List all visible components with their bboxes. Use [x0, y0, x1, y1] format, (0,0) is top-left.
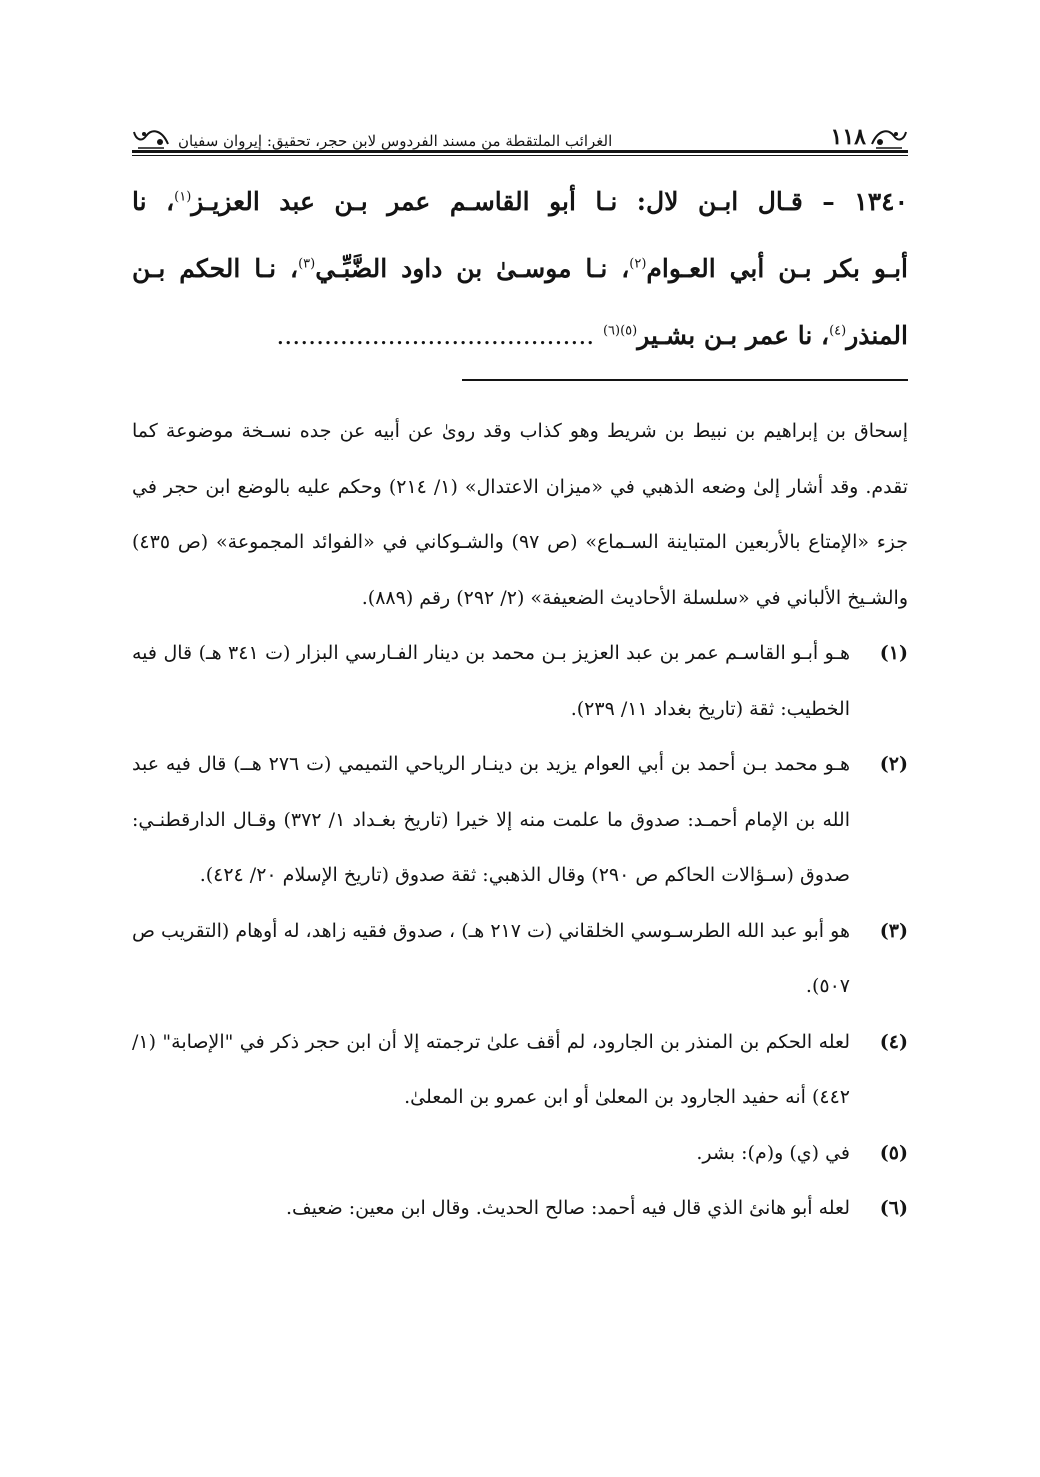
footnote-ref: (٣): [298, 256, 316, 272]
footnote-ref: (٤): [829, 323, 847, 339]
running-header: [132, 118, 908, 150]
footnote-text: هـو محمد بـن أحمد بن أبي العوام يزيد بن دينـار الرياحي التميمي (ت ٢٧٦ هــ) قال فيه عبد الله بن الإمام أحمـد: صدوق ما علمت منه إلا خيرا (تاريخ بغـداد ١/ ٣٧٢) وقـال الدارقطنـي: صدوق (سـؤالات الحاكم ص ٢٩٠) وقال الذهبي: ثقة صدوق (تاريخ الإسلام ٢٠/ ٤٢٤).: [132, 753, 850, 886]
footnote-number: (٤): [879, 1030, 908, 1053]
footnote-ref: (١): [174, 189, 192, 205]
footnote-item: [132, 626, 908, 737]
footnote-ref: (٥): [620, 323, 638, 339]
footnote-text: هـو أبـو القاسـم عمر بن عبد العزيز بـن محمد بن دينار الفـارسي البزار (ت ٣٤١ هـ) قال فيه الخطيب: ثقة (تاريخ بغداد ١١/ ٢٣٩).: [132, 642, 850, 720]
footnote-ref: (٦): [602, 323, 621, 339]
hadith-line-3: المنذر$^{(٤)}$، نا عمر بـن بشـير$^{(٥)(٦)}$ ........................................: [276, 321, 908, 350]
footnote-text: في (ي) و(م): بشر.: [696, 1141, 850, 1164]
footnote-item: [132, 1126, 908, 1182]
footnote-number: (٢): [879, 753, 908, 775]
footnotes: [132, 404, 908, 1237]
book-title: الغرائب الملتقطة من مسند الفردوس لابن حجر، تحقيق: إيروان سفيان: [178, 132, 613, 150]
footnote-number: (٦): [879, 1197, 908, 1219]
ellipsis-dots: ........................................: [276, 321, 595, 350]
header-divider: [132, 150, 908, 156]
footnote-divider: [462, 379, 908, 381]
footnote-number: (٣): [879, 919, 908, 942]
footnote-text: لعله الحكم بن المنذر بن الجارود، لم أقف علىٰ ترجمته إلا أن ابن حجر ذكر في "الإصابة" (١/ ٤٤٢) أنه حفيد الجارود بن المعلىٰ أو ابن عمرو بن المعلىٰ.: [132, 1030, 850, 1108]
footnote-item: [132, 1181, 908, 1237]
footnote-item: [132, 904, 908, 1015]
footnote-ref: (٢): [629, 256, 647, 272]
footnote-item: [132, 737, 908, 904]
hadith-line-2: أبـو بكر بـن أبي العـوام$^{(٢)}$، نـا موسـىٰ بن داود الضَّبِّـي$^{(٣)}$، نـا الحكم بـن: [132, 254, 909, 283]
footnote-text: هو أبو عبد الله الطرسـوسي الخلقاني (ت ٢١٧ هـ) ، صدوق فقيه زاهد، له أوهام (التقريب ص ٥٠٧).: [132, 919, 850, 997]
ornament-left-icon: [132, 124, 170, 150]
ornament-right-icon: [870, 124, 908, 150]
footnote-continuation: إسحاق بن إبراهيم بن نبيط بن شريط وهو كذاب وقد روىٰ عن أبيه عن جده نسـخة موضوعة كما تقدم. وقد أشار إلىٰ وضعه الذهبي في «ميزان الاعتدال» (١/ ٢١٤) وحكم عليه بالوضع ابن حجر في جزء «الإمتاع بالأربعين المتباينة السـماع» (ص ٩٧) والشـوكاني في «الفوائد المجموعة» (ص ٤٣٥) والشـيخ الألباني في «سلسلة الأحاديث الضعيفة» (٢/ ٢٩٢) رقم (٨٨٩).: [132, 420, 908, 609]
footnote-number: (٥): [879, 1141, 908, 1164]
hadith-text: [132, 168, 908, 369]
footnote-number: (١): [879, 642, 908, 664]
hadith-line-1: ١٣٤٠ – قـال ابـن لال: نـا أبو القاسـم عمر بـن عبد العزيـز$^{(١)}$، نا: [132, 187, 908, 216]
page-number: ١١٨: [830, 124, 866, 150]
footnote-text: لعله أبو هانئ الذي قال فيه أحمد: صالح الحديث. وقال ابن معين: ضعيف.: [285, 1197, 850, 1219]
footnote-item: [132, 1015, 908, 1126]
